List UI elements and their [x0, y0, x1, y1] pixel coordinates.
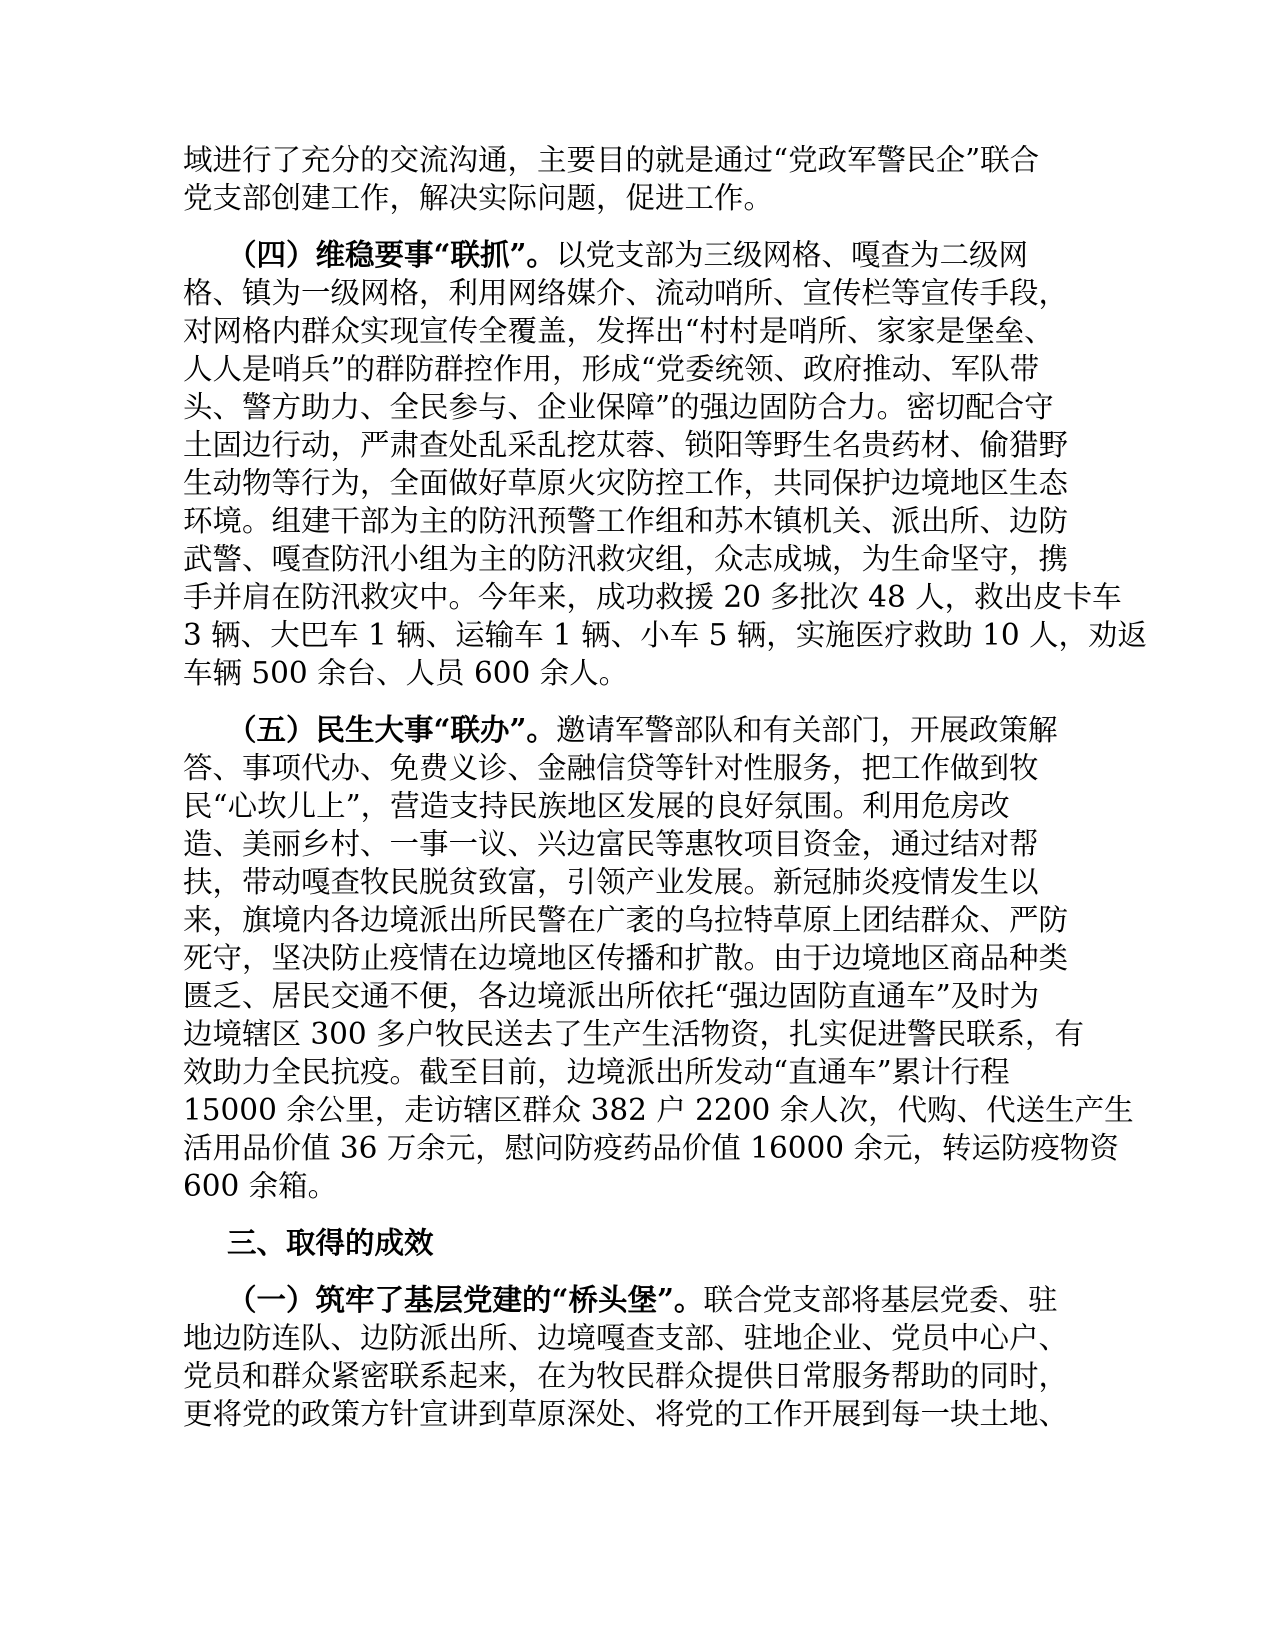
paragraph-lead: （五）民生大事“联办”。 — [227, 712, 556, 747]
text-line: 人人是哨兵”的群防群控作用，形成“党委统领、政府推动、军队带 — [183, 352, 1040, 386]
section-heading-block — [183, 1224, 1043, 1262]
text-line: 匮乏、居民交通不便，各边境派出所依托“强边固防直通车”及时为 — [183, 979, 1040, 1013]
text-line: 联合党支部将基层党委、驻 — [703, 1283, 1058, 1317]
text-line: 头、警方助力、全民参与、企业保障”的强边固防合力。密切配合守 — [183, 390, 1054, 424]
document-body — [183, 141, 1148, 1433]
text-line: 党支部创建工作，解决实际问题，促进工作。 — [183, 181, 774, 215]
text-line: 活用品价值 36 万余元，慰问防疫药品价值 16000 余元，转运防疫物资 — [183, 1131, 1119, 1165]
text-line: 域进行了充分的交流沟通，主要目的就是通过“党政军警民企”联合 — [183, 143, 1040, 177]
text-line: 600 余箱。 — [183, 1169, 338, 1203]
paragraph-first-line — [183, 711, 1058, 749]
paragraph-continuation — [183, 141, 1043, 217]
text-line: 格、镇为一级网格，利用网络媒介、流动哨所、宣传栏等宣传手段， — [183, 276, 1069, 310]
text-line: 对网格内群众实现宣传全覆盖，发挥出“村村是哨所、家家是堡垒、 — [183, 314, 1054, 348]
text-line: 更将党的政策方针宣讲到草原深处、将党的工作开展到每一块土地、 — [183, 1397, 1069, 1431]
paragraph-lead: （一）筑牢了基层党建的“桥头堡”。 — [227, 1282, 704, 1317]
text-line: 生动物等行为，全面做好草原火灾防控工作，共同保护边境地区生态 — [183, 466, 1069, 500]
text-line: 死守，坚决防止疫情在边境地区传播和扩散。由于边境地区商品种类 — [183, 941, 1069, 975]
paragraph-first-line — [183, 236, 1043, 274]
text-line: 边境辖区 300 多户牧民送去了生产生活物资，扎实促进警民联系，有 — [183, 1017, 1085, 1051]
text-line: 效助力全民抗疫。截至目前，边境派出所发动“直通车”累计行程 — [183, 1055, 1010, 1089]
text-line: 车辆 500 余台、人员 600 余人。 — [183, 656, 629, 690]
paragraph-first-line — [183, 1281, 1058, 1319]
paragraph-qiaotoubao — [183, 1281, 1069, 1433]
text-line: 来，旗境内各边境派出所民警在广袤的乌拉特草原上团结群众、严防 — [183, 903, 1069, 937]
text-line: 以党支部为三级网格、嘎查为二级网 — [555, 238, 1028, 272]
text-line: 武警、嘎查防汛小组为主的防汛救灾组，众志成城，为生命坚守，携 — [183, 542, 1069, 576]
text-line: 扶，带动嘎查牧民脱贫致富，引领产业发展。新冠肺炎疫情发生以 — [183, 865, 1039, 899]
text-line: 手并肩在防汛救灾中。今年来，成功救援 20 多批次 48 人，救出皮卡车 — [183, 580, 1122, 614]
text-line: 邀请军警部队和有关部门，开展政策解 — [555, 713, 1058, 747]
paragraph-minsheng — [183, 711, 1134, 1205]
paragraph-weiwen — [183, 236, 1148, 692]
text-line: 造、美丽乡村、一事一议、兴边富民等惠牧项目资金，通过结对帮 — [183, 827, 1039, 861]
text-line: 环境。组建干部为主的防汛预警工作组和苏木镇机关、派出所、边防 — [183, 504, 1069, 538]
paragraph-lead: （四）维稳要事“联抓”。 — [227, 237, 556, 272]
text-line: 15000 余公里，走访辖区群众 382 户 2200 余人次，代购、代送生产生 — [183, 1093, 1134, 1127]
section-heading: 三、取得的成效 — [227, 1225, 434, 1260]
text-line: 民“心坎儿上”，营造支持民族地区发展的良好氛围。利用危房改 — [183, 789, 1010, 823]
text-line: 3 辆、大巴车 1 辆、运输车 1 辆、小车 5 辆，实施医疗救助 10 人，劝返 — [183, 618, 1148, 652]
text-line: 地边防连队、边防派出所、边境嘎查支部、驻地企业、党员中心户、 — [183, 1321, 1069, 1355]
text-line: 土固边行动，严肃查处乱采乱挖苁蓉、锁阳等野生名贵药材、偷猎野 — [183, 428, 1069, 462]
text-line: 答、事项代办、免费义诊、金融信贷等针对性服务，把工作做到牧 — [183, 751, 1039, 785]
text-line: 党员和群众紧密联系起来，在为牧民群众提供日常服务帮助的同时， — [183, 1359, 1069, 1393]
